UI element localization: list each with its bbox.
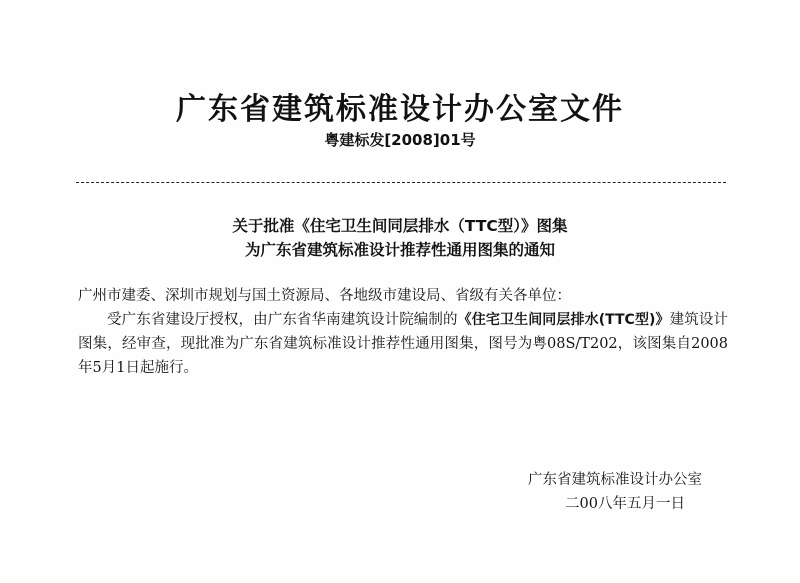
header-divider [76, 182, 726, 183]
paragraph-text-part-1: 受广东省建设厅授权，由广东省华南建筑设计院编制的 [107, 312, 458, 328]
atlas-name: 《住宅卫生间同层排水(TTC型)》 [457, 312, 670, 328]
document-header [0, 92, 800, 150]
signature-block [500, 468, 730, 516]
notice-body [78, 284, 728, 380]
paragraph-text-part-2: 建筑设计图集，经审查，现批准为广东省建筑标准设计推荐性通用图集，图号为粤08S/T202，该图集自2008年5月1日起施行。 [78, 312, 729, 376]
notice-title [0, 214, 800, 262]
notice-title-line-2: 为广东省建筑标准设计推荐性通用图集的通知 [244, 241, 555, 259]
notice-title-line-1: 关于批准《住宅卫生间同层排水（TTC型）》图集 [232, 217, 568, 235]
document-number: 粤建标发[2008]01号 [324, 131, 476, 149]
body-paragraph [78, 308, 728, 380]
addressee-line: 广州市建委、深圳市规划与国土资源局、各地级市建设局、省级有关各单位： [78, 288, 571, 304]
issuer-name: 广东省建筑标准设计办公室 [528, 472, 702, 488]
issue-date: 二00八年五月一日 [565, 496, 685, 512]
document-title: 广东省建筑标准设计办公室文件 [176, 92, 624, 127]
